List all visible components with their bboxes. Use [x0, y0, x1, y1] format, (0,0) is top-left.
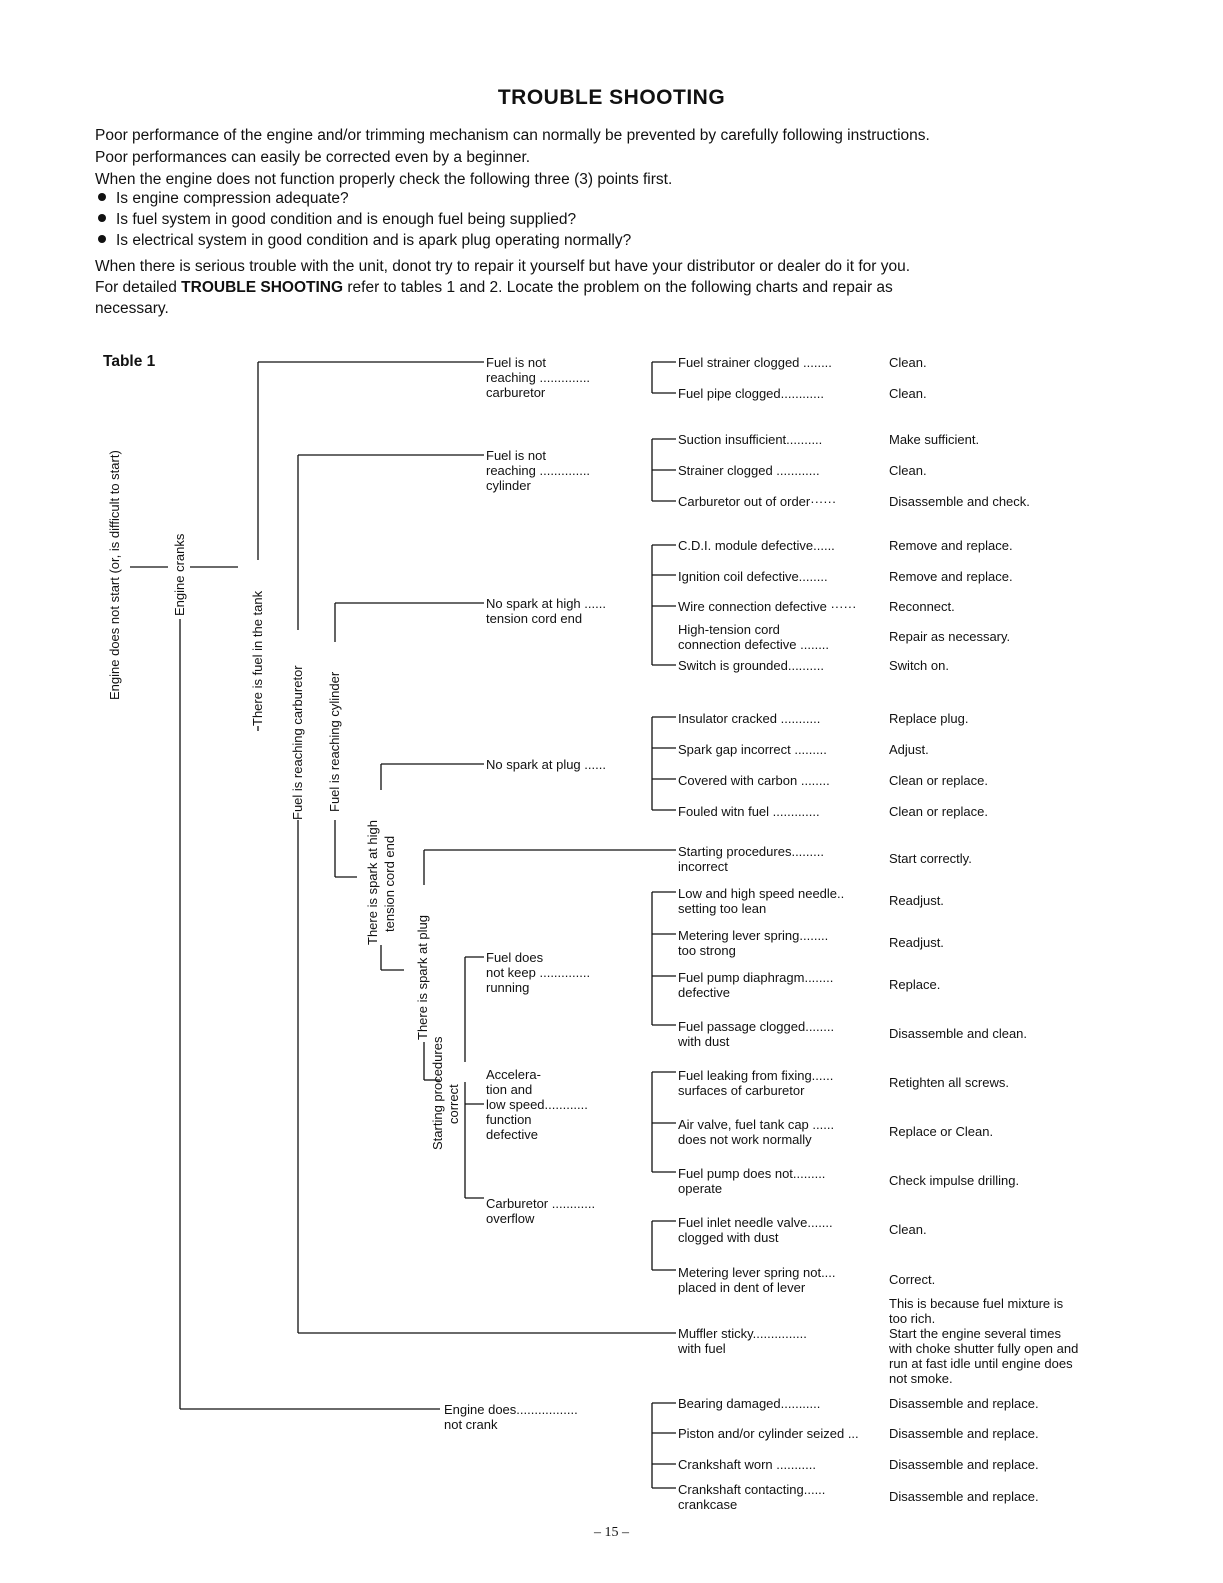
- remedy-item: Readjust.: [889, 893, 944, 908]
- label-starting-procedures-2: correct: [446, 1084, 461, 1124]
- remedy-item: Disassemble and replace.: [889, 1396, 1039, 1411]
- label-fuel-reaching-carburetor: Fuel is reaching carburetor: [290, 665, 305, 820]
- remedy-item: Disassemble and check.: [889, 494, 1030, 509]
- table-label: Table 1: [103, 353, 156, 370]
- remedy-item: Disassemble and clean.: [889, 1026, 1028, 1041]
- cause-item: Fuel pipe clogged............: [678, 386, 824, 401]
- label-engine-does-not-start: Engine does not start (or, is difficult to start): [107, 450, 122, 700]
- mid-acceleration-defective: Accelera- tion and low speed............ function defective: [486, 1067, 588, 1142]
- remedy-item: Adjust.: [889, 742, 929, 757]
- remedy-item: Switch on.: [889, 658, 949, 673]
- remedy-item: Retighten all screws.: [889, 1075, 1009, 1090]
- cause-item: Ignition coil defective........: [678, 569, 828, 584]
- mid-no-spark-high-tension: No spark at high ...... tension cord end: [486, 596, 606, 626]
- remedy-item: Clean.: [889, 1222, 927, 1237]
- cause-item: Carburetor out of order······: [678, 494, 837, 509]
- remedy-item: Disassemble and replace.: [889, 1489, 1039, 1504]
- mid-fuel-does-not-keep-running: Fuel does not keep .............. running: [486, 950, 591, 995]
- remedy-item: Replace plug.: [889, 711, 969, 726]
- remedy-item: Repair as necessary.: [889, 629, 1011, 644]
- remedy-item: Clean or replace.: [889, 773, 988, 788]
- cause-item: Covered with carbon ........: [678, 773, 830, 788]
- cause-item: Fuel leaking from fixing...... surfaces of carburetor: [678, 1068, 834, 1098]
- label-spark-at-plug: There is spark at plug: [415, 914, 430, 1040]
- cause-item: Low and high speed needle.. setting too lean: [678, 886, 845, 916]
- bullet-item: Is electrical system in good condition and is apark plug operating normally?: [98, 232, 631, 250]
- remedy-item: This is because fuel mixture is too rich. Start the engine several times with choke shutter fully open and run at fast idle until engine does not smoke.: [889, 1296, 1079, 1386]
- label-spark-high-tension-2: tension cord end: [382, 835, 397, 932]
- remedy-item: Disassemble and replace.: [889, 1426, 1039, 1441]
- cause-item: Piston and/or cylinder seized ...: [678, 1426, 859, 1441]
- intro-line-4: When there is serious trouble with the unit, donot try to repair it yourself but have your distributor or dealer do it for you.: [95, 258, 911, 275]
- label-starting-procedures-1: Starting procedures: [430, 1036, 445, 1150]
- cause-item: Muffler sticky............... with fuel: [678, 1326, 807, 1356]
- cause-item: Suction insufficient..........: [678, 432, 823, 447]
- intro-line-3: When the engine does not function properly check the following three (3) points first.: [95, 171, 673, 188]
- remedy-item: Remove and replace.: [889, 569, 1013, 584]
- mid-engine-does-not-crank: Engine does................. not crank: [444, 1402, 578, 1432]
- cause-item: Strainer clogged ............: [678, 463, 820, 478]
- cause-item: Air valve, fuel tank cap ...... does not work normally: [678, 1117, 835, 1147]
- cause-item: Fouled witn fuel .............: [678, 804, 820, 819]
- label-engine-cranks: Engine cranks: [172, 533, 187, 616]
- remedy-item: Start correctly.: [889, 851, 972, 866]
- remedy-item: Readjust.: [889, 935, 944, 950]
- cause-item: Starting procedures......... incorrect: [678, 844, 824, 874]
- mid-fuel-not-reaching-cylinder: Fuel is not reaching .............. cylinder: [486, 448, 591, 493]
- remedy-item: Reconnect.: [889, 599, 955, 614]
- remedy-item: Correct.: [889, 1272, 936, 1287]
- label-spark-high-tension-1: There is spark at high: [365, 819, 380, 945]
- bullet-item: Is engine compression adequate?: [98, 190, 349, 208]
- intro-line-1: Poor performance of the engine and/or trimming mechanism can normally be prevented by carefully following instructions.: [95, 127, 930, 144]
- remedy-item: Replace or Clean.: [889, 1124, 994, 1139]
- mid-carburetor-overflow: Carburetor ............ overflow: [486, 1196, 596, 1226]
- cause-item: Spark gap incorrect .........: [678, 742, 827, 757]
- cause-item: Wire connection defective ······: [678, 599, 857, 614]
- cause-item: Fuel strainer clogged ........: [678, 355, 832, 370]
- intro-line-2: Poor performances can easily be corrected even by a beginner.: [95, 149, 531, 166]
- remedy-item: Clean.: [889, 463, 927, 478]
- cause-item: Crankshaft contacting...... crankcase: [678, 1482, 826, 1512]
- cause-item: Crankshaft worn ...........: [678, 1457, 816, 1472]
- mid-fuel-not-reaching-carburetor: Fuel is not reaching .............. carburetor: [486, 355, 591, 400]
- cause-item: High-tension cord connection defective ........: [678, 622, 830, 652]
- cause-item: Fuel inlet needle valve....... clogged with dust: [678, 1215, 833, 1245]
- remedy-item: Clean or replace.: [889, 804, 988, 819]
- cause-item: C.D.I. module defective......: [678, 538, 835, 553]
- mid-no-spark-at-plug: No spark at plug ......: [486, 757, 606, 772]
- remedy-item: Check impulse drilling.: [889, 1173, 1020, 1188]
- remedy-item: Disassemble and replace.: [889, 1457, 1039, 1472]
- remedy-item: Make sufficient.: [889, 432, 980, 447]
- cause-item: Metering lever spring........ too strong: [678, 928, 829, 958]
- intro-line-5: For detailed TROUBLE SHOOTING refer to tables 1 and 2. Locate the problem on the following charts and repair as: [95, 279, 893, 296]
- remedy-item: Clean.: [889, 386, 927, 401]
- label-fuel-in-tank: There is fuel in the tank: [250, 590, 265, 726]
- cause-item: Fuel pump diaphragm........ defective: [678, 970, 834, 1000]
- intro-line-6: necessary.: [95, 300, 169, 317]
- cause-item: Bearing damaged...........: [678, 1396, 821, 1411]
- cause-item: Fuel pump does not......... operate: [678, 1166, 826, 1196]
- bullet-item: Is fuel system in good condition and is enough fuel being supplied?: [98, 211, 576, 229]
- remedy-item: Clean.: [889, 355, 927, 370]
- remedy-item: Replace.: [889, 977, 941, 992]
- cause-item: Insulator cracked ...........: [678, 711, 821, 726]
- cause-item: Metering lever spring not.... placed in dent of lever: [678, 1265, 836, 1295]
- page-title: TROUBLE SHOOTING: [497, 86, 726, 109]
- remedy-item: Remove and replace.: [889, 538, 1013, 553]
- label-fuel-reaching-cylinder: Fuel is reaching cylinder: [327, 671, 342, 812]
- page-number: – 15 –: [594, 1525, 629, 1540]
- cause-item: Switch is grounded..........: [678, 658, 824, 673]
- cause-item: Fuel passage clogged........ with dust: [678, 1019, 835, 1049]
